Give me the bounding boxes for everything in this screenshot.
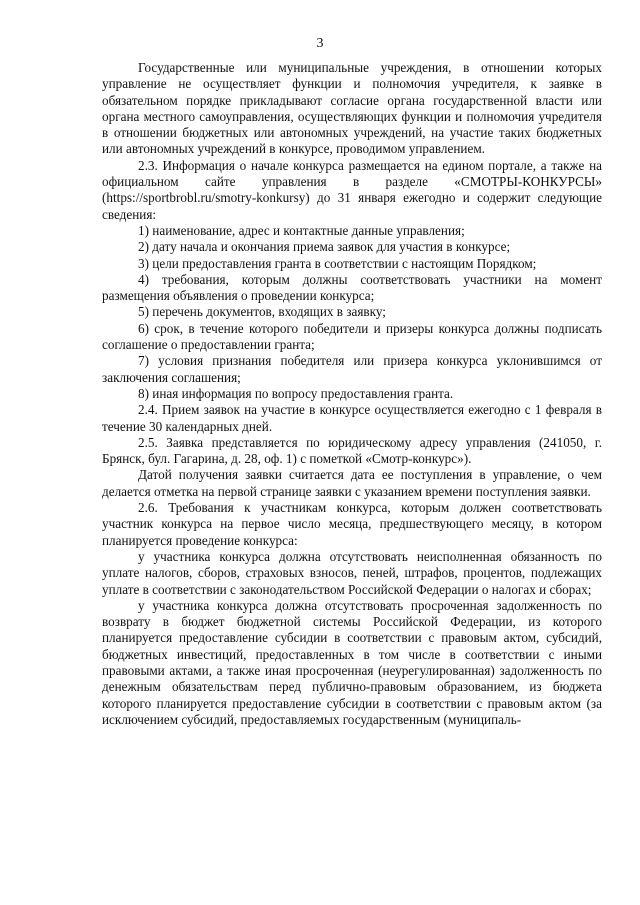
paragraph-institutions-consent: Государственные или муниципальные учреждения, в отношении которых управление не осуществляет функции и полномочия учредителя, к заявке в обязательном порядке прикладывают согласие органа государственной власти или органа местного самоуправления, осуществляющих функции и полномочия учредителя в отношении бюджетных или автономных учреждений, на участие таких бюджетных или автономных учреждений в конкурсе, проводимом управлением.: [102, 60, 602, 157]
list-item-4: 4) требования, которым должны соответствовать участники на момент размещения объявления о проведении конкурса;: [102, 271, 602, 304]
paragraph-2-4-acceptance: 2.4. Прием заявок на участие в конкурсе осуществляется ежегодно с 1 февраля в течение 30 календарных дней.: [102, 402, 602, 434]
paragraph-2-5-submission: 2.5. Заявка представляется по юридическому адресу управления (241050, г. Брянск, бул. Гагарина, д. 28, оф. 1) с пометкой «Смотр-конкурс»).: [102, 434, 602, 467]
document-body: [102, 60, 602, 728]
list-item-8: 8) иная информация по вопросу предоставления гранта.: [138, 385, 454, 401]
paragraph-2-6-requirements: 2.6. Требования к участникам конкурса, которым должен соответствовать участник конкурса на первое число месяца, предшествующего месяцу, в котором планируется проведение конкурса:: [102, 500, 602, 548]
list-item-1: 1) наименование, адрес и контактные данные управления;: [138, 222, 465, 238]
paragraph-2-3-information: 2.3. Информация о начале конкурса размещается на едином портале, а также на официальном сайте управления в разделе «СМОТРЫ-КОНКУРСЫ» (https://sportbrobl.ru/smotry-konkursy) до 31 января ежегодно и содержит следующие сведения:: [102, 157, 602, 222]
paragraph-receipt-date: Датой получения заявки считается дата ее поступления в управление, о чем делается отметка на первой странице заявки с указанием времени поступления заявки.: [102, 467, 602, 499]
requirement-no-tax-debt: у участника конкурса должна отсутствовать неисполненная обязанность по уплате налогов, сборов, страховых взносов, пеней, штрафов, процентов, подлежащих уплате в соответствии с законодательством Российской Федерации о налогах и сборах;: [102, 548, 602, 597]
list-item-5: 5) перечень документов, входящих в заявку;: [138, 304, 386, 320]
list-item-7: 7) условия признания победителя или призера конкурса уклонившимся от заключения соглашения;: [102, 353, 602, 385]
list-item-2: 2) дату начала и окончания приема заявок для участия в конкурсе;: [138, 239, 511, 255]
list-item-6: 6) срок, в течение которого победители и призеры конкурса должны подписать соглашение о предоставлении гранта;: [102, 320, 602, 353]
requirement-no-overdue-debt: у участника конкурса должна отсутствовать просроченная задолженность по возврату в бюджет бюджетной системы Российской Федерации, из которого планируется предоставление субсидии в соответствии с правовым актом, субсидий, бюджетных инвестиций, предоставленных в том числе в соответствии с иными правовыми актами, а также иная просроченная (неурегулированная) задолженность по денежным обязательствам перед публично-правовым образованием, из бюджета которого планируется предоставление субсидии в соответствии с правовым актом (за исключением субсидий, предоставляемых государственным (муниципаль-: [102, 597, 602, 727]
page-number: 3: [316, 36, 324, 51]
list-item-3: 3) цели предоставления гранта в соответствии с настоящим Порядком;: [138, 255, 537, 271]
